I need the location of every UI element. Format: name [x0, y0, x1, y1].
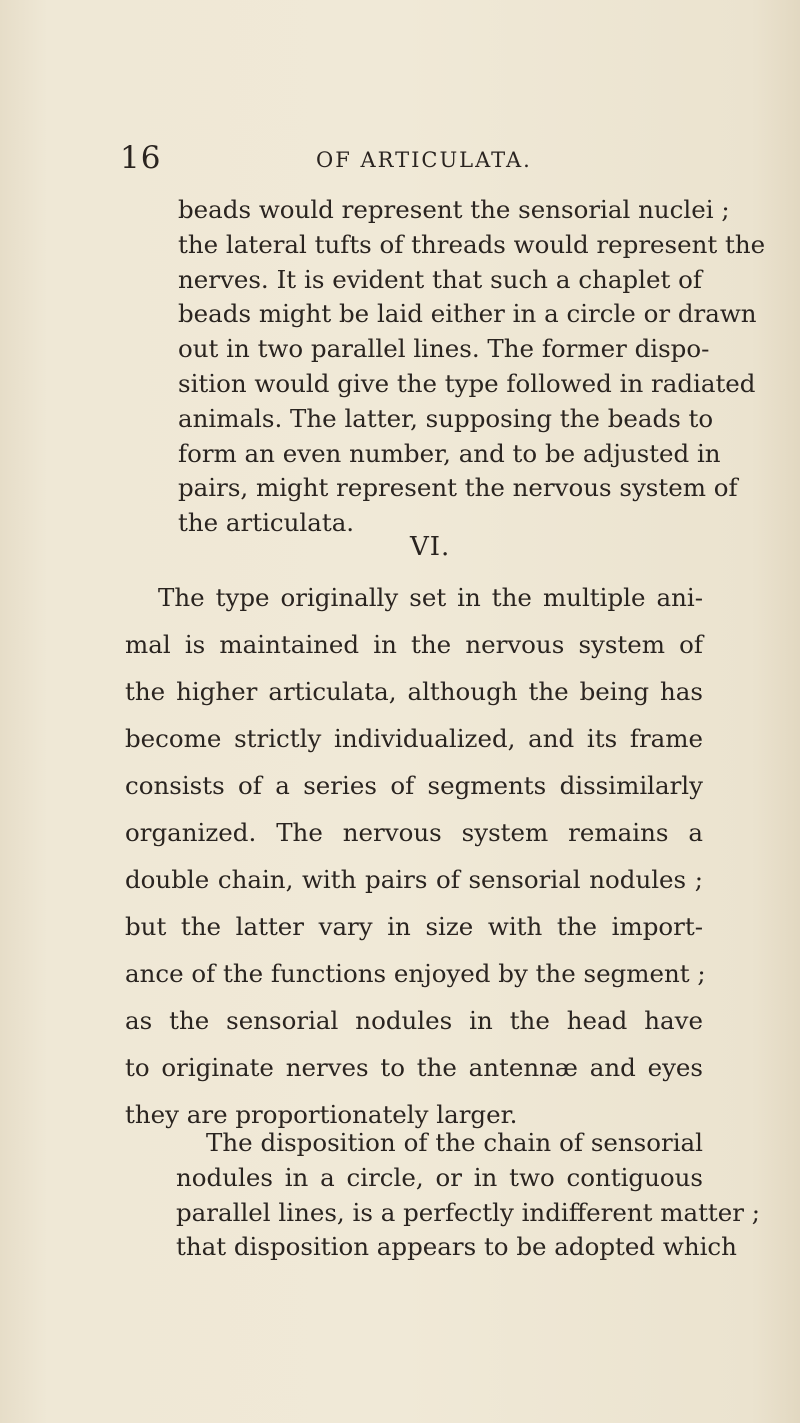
text-line: the articulata. [178, 508, 355, 538]
text-line: they are proportionately larger. [125, 1100, 518, 1129]
text-line: double chain, with pairs of sensorial nodules ; [125, 865, 703, 894]
text-line: ance of the functions enjoyed by the segment ; [125, 959, 706, 988]
text-line: parallel lines, is a perfectly indifferent matter ; [176, 1197, 761, 1227]
text-line: beads would represent the sensorial nuclei ; [178, 195, 730, 224]
text-line: nerves. It is evident that such a chaplet of [178, 264, 702, 294]
text-line: become strictly individualized, and its frame [125, 724, 703, 753]
text-line: that disposition appears to be adopted which [176, 1232, 737, 1262]
text-line: to originate nerves to the antennæ and eyes [125, 1053, 703, 1082]
text-line: animals. The latter, supposing the beads to [178, 403, 714, 433]
text-line: as the sensorial nodules in the head have [125, 1006, 703, 1035]
text-line: form an even number, and to be adjusted in [178, 438, 721, 468]
text-line: the higher articulata, although the being has [125, 677, 703, 706]
running-head: OF ARTICULATA. [316, 148, 532, 172]
text-line: the lateral tufts of threads would represent the [178, 229, 766, 259]
page-header [120, 140, 720, 180]
text-line: out in two parallel lines. The former dispo- [178, 334, 710, 364]
text-line: organized. The nervous system remains a [125, 818, 703, 847]
text-line: but the latter vary in size with the import- [125, 912, 703, 941]
text-line: mal is maintained in the nervous system of [125, 630, 703, 659]
text-line: consists of a series of segments dissimilarly [125, 771, 703, 800]
text-line: sition would give the type followed in radiated [178, 369, 756, 398]
text-line: The disposition of the chain of sensorial [206, 1128, 703, 1157]
page-number: 16 [120, 140, 162, 176]
text-line: beads might be laid either in a circle or drawn [178, 299, 757, 329]
text-line: The type originally set in the multiple ani- [158, 583, 703, 612]
section-heading: VI. [410, 532, 451, 562]
text-line: pairs, might represent the nervous system of [178, 473, 738, 503]
text-line: nodules in a circle, or in two contiguous [176, 1162, 703, 1192]
